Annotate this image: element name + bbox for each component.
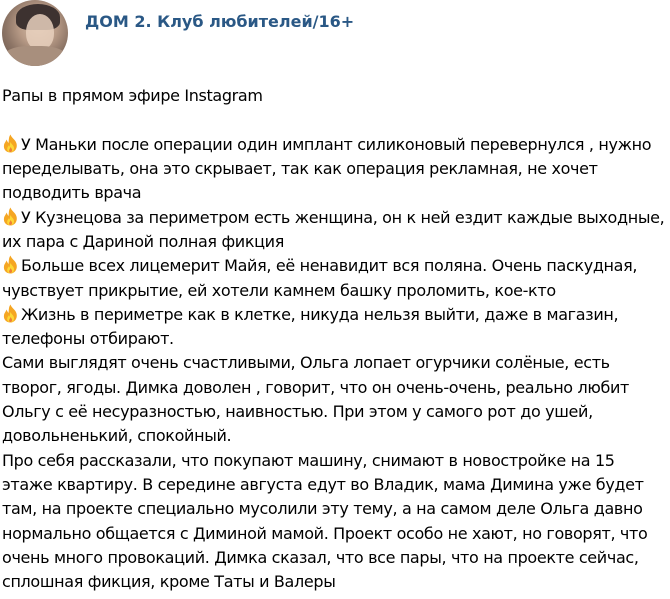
- group-name-link[interactable]: ДОМ 2. Клуб любителей/16+: [85, 12, 355, 31]
- list-item-text: Больше всех лицемерит Майя, её ненавидит вся поляна. Очень паскудная, чувствует прикрытие, ей хотели камнем башку проломить, кое-кто: [2, 256, 638, 300]
- list-item-text: Жизнь в периметре как в клетке, никуда нельзя выйти, даже в магазин, телефоны отбирают.: [2, 304, 619, 349]
- group-avatar[interactable]: [2, 0, 68, 66]
- avatar-face: [26, 14, 54, 50]
- list-item: [2, 254, 666, 303]
- post-paragraph: Про себя рассказали, что покупают машину, снимают в новостройке на 15 этаже квартиру. В середине августа едут во Владик, мама Димина уже будет там, на проекте специально мусолили эту тему, а на самом деле Ольга давно нормально общается с Диминой мамой. Проект особо не хают, но говорят, что очень много провокаций. Димка сказал, что все пары, что на проекте сейчас, сплошная фикция, кроме Таты и Валеры: [2, 450, 648, 592]
- list-item-text: У Маньки после операции один имплант силиконовый перевернулся , нужно переделывать, она это скрывает, так как операция рекламная, не хочет подводить врача: [2, 134, 652, 203]
- post-body: [2, 84, 666, 594]
- post-paragraph: Сами выглядят очень счастливыми, Ольга лопает огурчики солёные, есть творог, ягоды. Димка доволен , говорит, что он очень-очень, реально любит Ольгу с её несуразностью, наивностью. При этом у самого рот до ушей, довольненький, спокойный.: [2, 353, 630, 446]
- avatar-shoulder: [2, 46, 68, 66]
- list-item: [2, 303, 666, 352]
- list-item-text: У Кузнецова за периметром есть женщина, он к ней ездит каждые выходные, их пара с Дариной полная фикция: [2, 207, 665, 251]
- fire-icon: [2, 207, 19, 226]
- post-header: [0, 0, 670, 72]
- post-title: Рапы в прямом эфире Instagram: [2, 86, 263, 105]
- list-item: [2, 133, 666, 206]
- fire-icon: [2, 134, 19, 153]
- fire-icon: [2, 255, 19, 274]
- list-item: [2, 206, 666, 255]
- fire-icon: [2, 304, 19, 323]
